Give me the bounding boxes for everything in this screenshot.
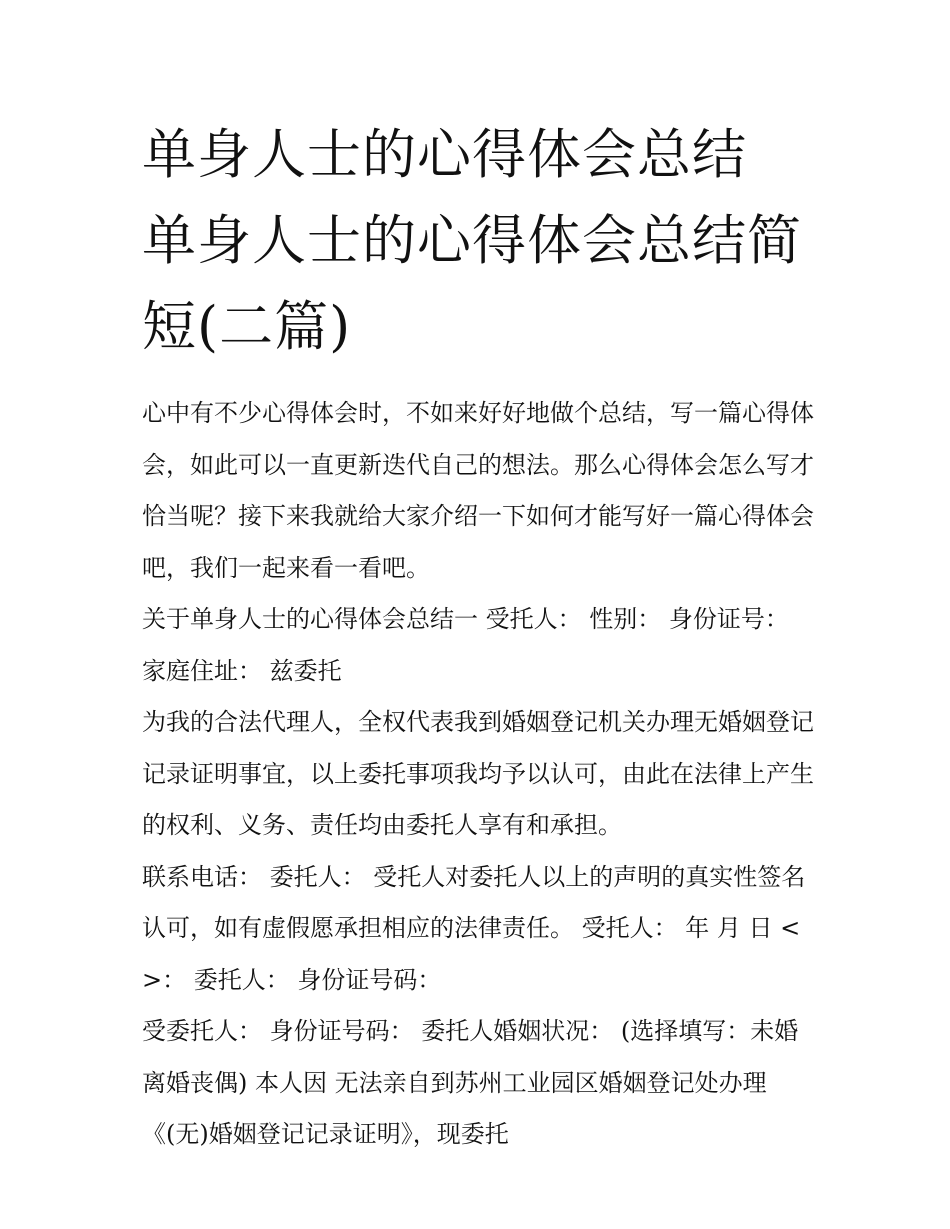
paragraph-trustee-info: 关于单身人士的心得体会总结一 受托人： 性别： 身份证号： 家庭住址： 兹委托 xyxy=(142,605,789,685)
paragraph-intro: 心中有不少心得体会时，不如来好好地做个总结，写一篇心得体会，如此可以一直更新迭代自己的想法。那么心得体会怎么写才恰当呢？接下来我就给大家介绍一下如何才能写好一篇心得体会吧，我们一起来看一看吧。 xyxy=(142,399,814,582)
document-title: 单身人士的心得体会总结 单身人士的心得体会总结简短(二篇) xyxy=(142,123,802,358)
document-body xyxy=(142,388,814,1161)
paragraph-marital-status: 受委托人： 身份证号码： 委托人婚姻状况： (选择填写：未婚离婚丧偶) 本人因 无法亲自到苏州工业园区婚姻登记处办理《(无)婚姻登记记录证明》，现委托 xyxy=(142,1017,799,1148)
document-page xyxy=(142,112,814,1161)
paragraph-signature: 联系电话： 委托人： 受托人对委托人以上的声明的真实性签名认可，如有虚假愿承担相应的法律责任。 受托人： 年 月 日 <>： 委托人： 身份证号码： xyxy=(142,862,806,994)
paragraph-agent-authority: 为我的合法代理人，全权代表我到婚姻登记机关办理无婚姻登记记录证明事宜，以上委托事项我均予以认可，由此在法律上产生的权利、义务、责任均由委托人享有和承担。 xyxy=(142,708,814,839)
